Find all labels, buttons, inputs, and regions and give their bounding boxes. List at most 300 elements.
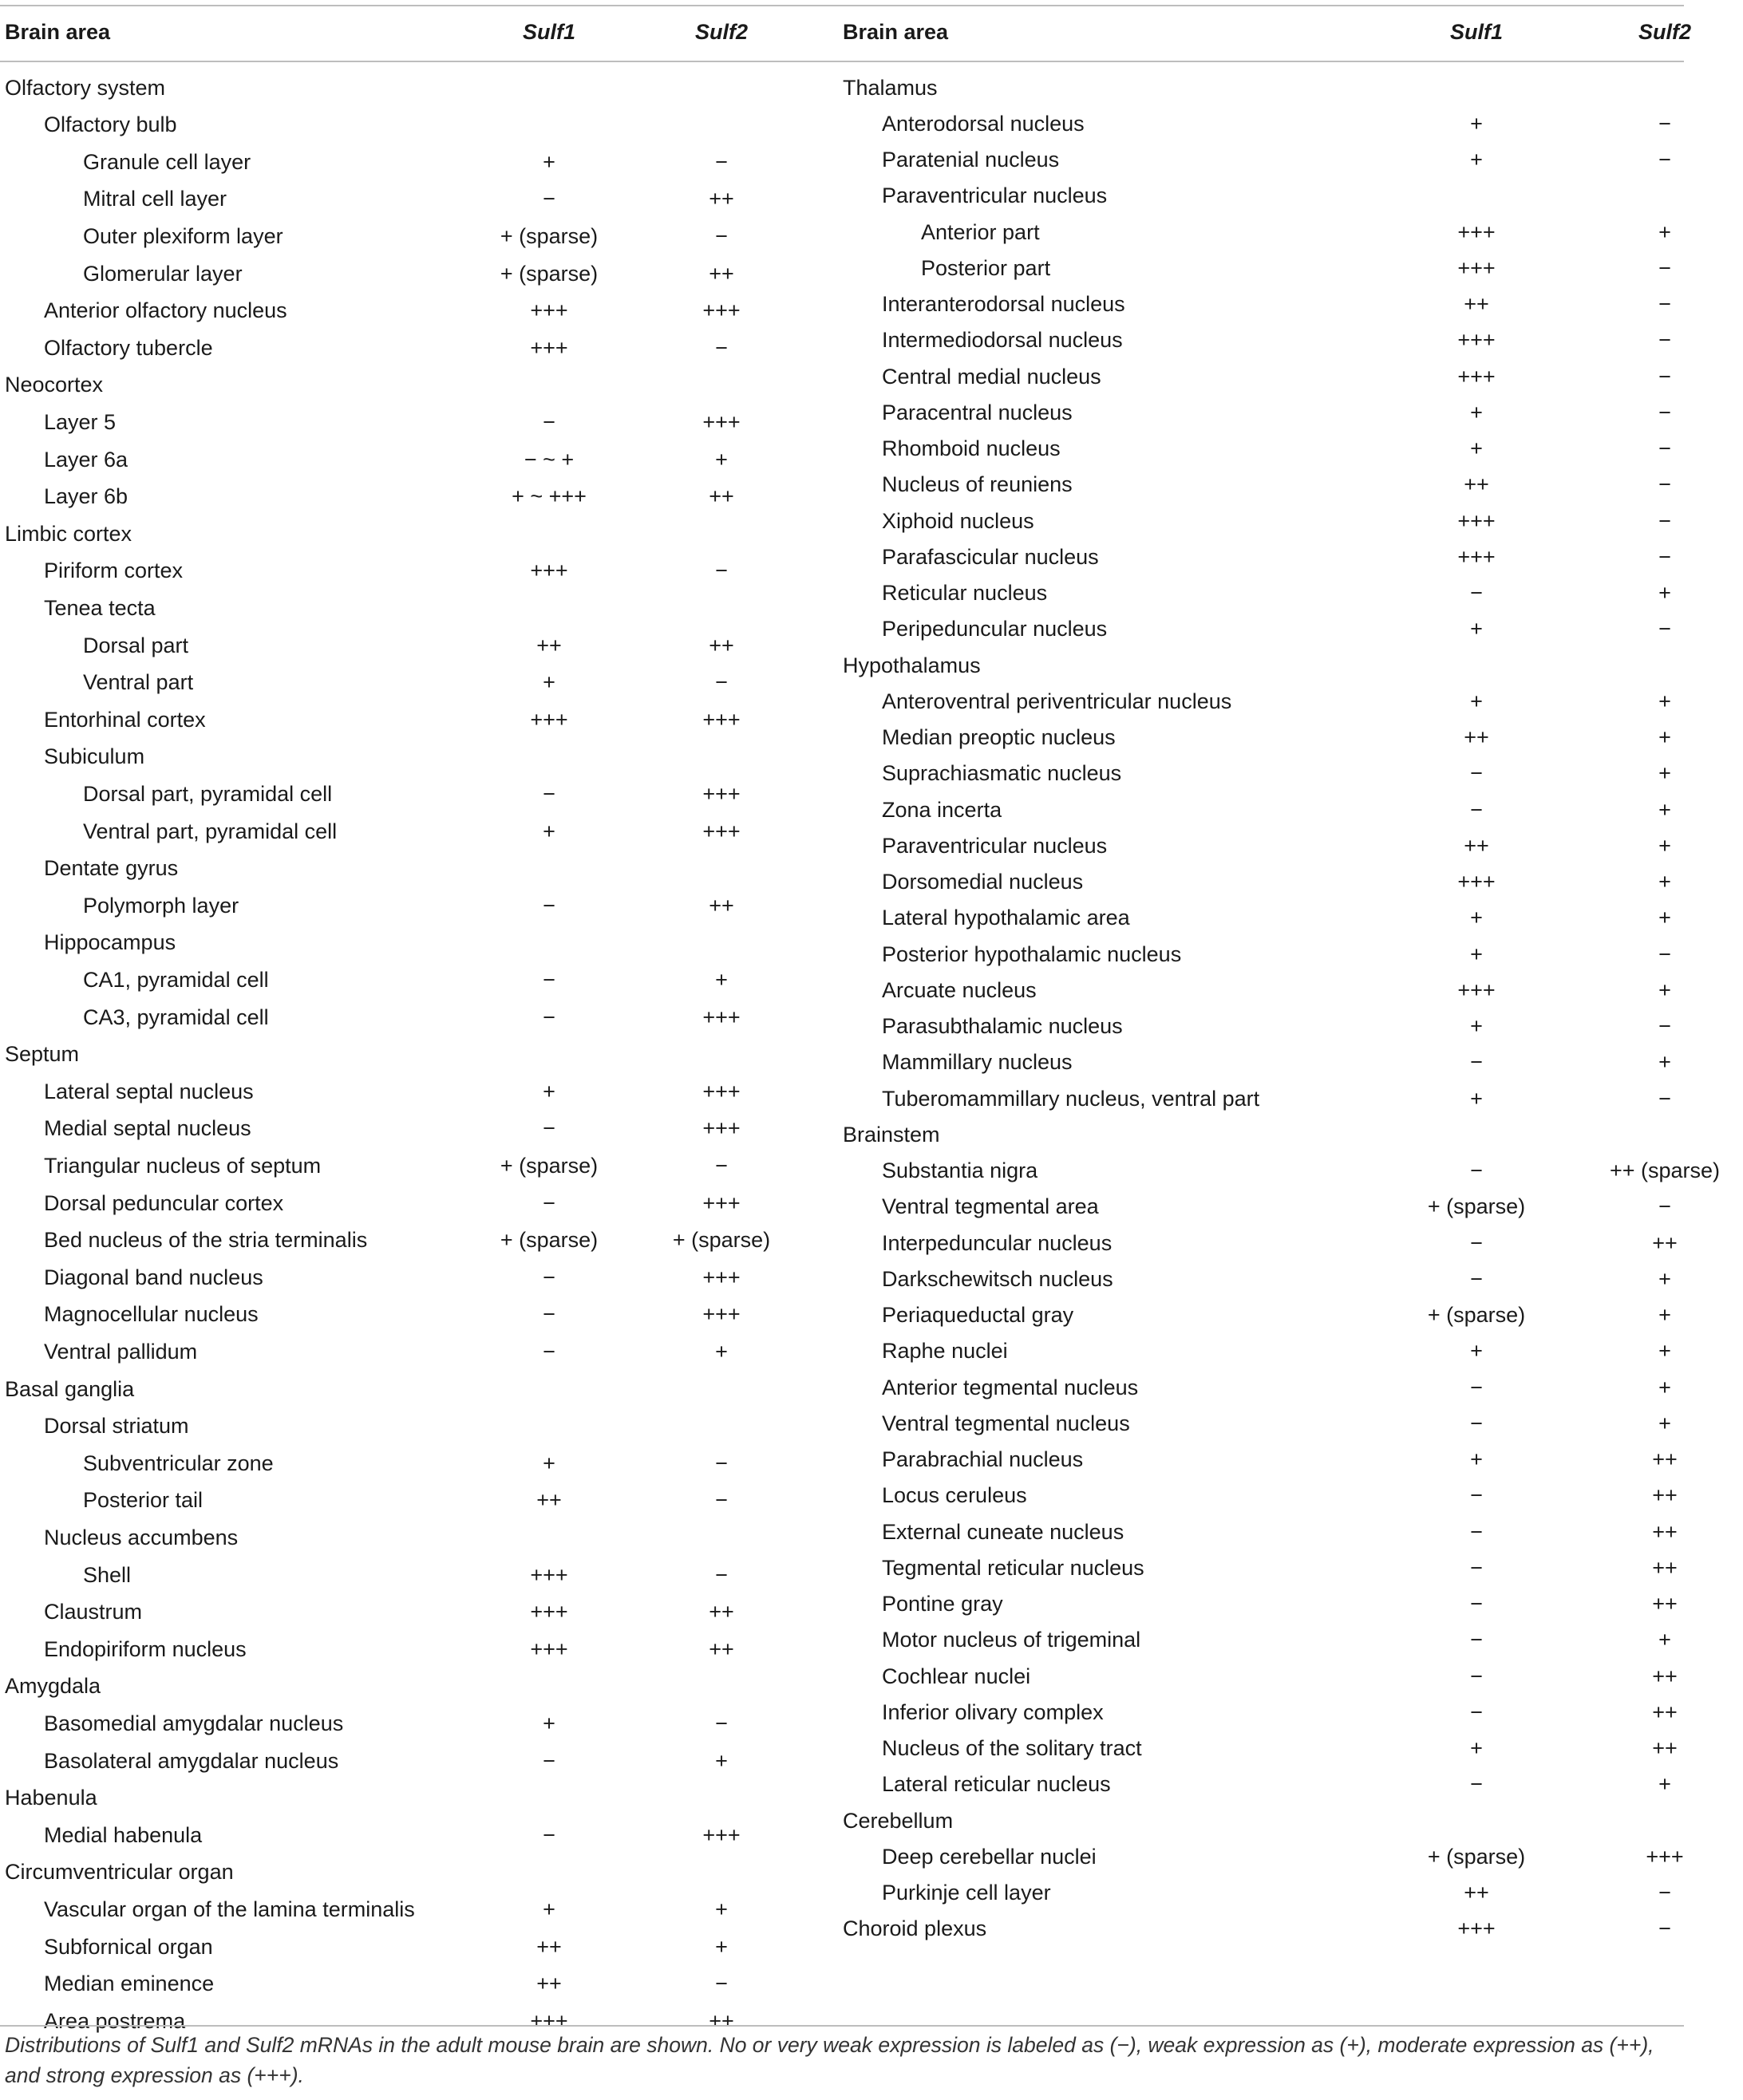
table-row	[838, 1731, 1684, 1766]
sulf1-cell: −	[1470, 1519, 1483, 1544]
brain-area-cell: Nucleus of the solitary tract	[882, 1736, 1142, 1760]
brain-area-cell: Subfornical organ	[44, 1934, 213, 1959]
sulf2-cell: +++	[702, 1116, 741, 1141]
sulf1-cell: + (sparse)	[500, 261, 599, 286]
sulf2-cell: ++	[709, 484, 734, 509]
sulf1-cell: + (sparse)	[1427, 1844, 1526, 1869]
table-row	[0, 1967, 838, 2002]
sulf2-cell: −	[1658, 1014, 1671, 1038]
table-row	[0, 1148, 838, 1183]
sulf2-cell: +	[1658, 1050, 1671, 1075]
brain-area-cell: Brainstem	[843, 1122, 940, 1147]
header-rule	[0, 61, 1684, 62]
table-row	[838, 359, 1684, 394]
table-row	[838, 1261, 1684, 1297]
table-row	[0, 405, 838, 440]
sulf1-cell: +++	[530, 707, 568, 732]
brain-area-cell: Piriform cortex	[44, 559, 184, 583]
sulf1-cell: −	[1470, 1266, 1483, 1291]
table-row	[0, 219, 838, 254]
sulf1-cell: +++	[1457, 364, 1496, 389]
brain-area-cell: Basal ganglia	[5, 1376, 135, 1401]
brain-area-cell: Pontine gray	[882, 1592, 1003, 1616]
brain-area-cell: Claustrum	[44, 1600, 143, 1624]
sulf1-cell: −	[543, 1005, 555, 1029]
sulf2-cell: −	[715, 223, 728, 248]
sulf2-cell: +	[715, 447, 728, 472]
table-row	[838, 179, 1684, 214]
sulf1-cell: −	[1470, 1555, 1483, 1580]
header-sulf2: Sulf2	[1638, 19, 1691, 44]
table-row	[0, 740, 838, 775]
table-row	[0, 144, 838, 180]
brain-area-cell: CA3, pyramidal cell	[83, 1005, 269, 1029]
sulf2-cell: −	[1658, 292, 1671, 316]
sulf1-cell: +	[1470, 148, 1483, 172]
table-row	[0, 1186, 838, 1221]
sulf2-cell: −	[1658, 111, 1671, 136]
table-row	[0, 442, 838, 477]
sulf2-cell: +	[1658, 977, 1671, 1002]
sulf2-cell: +	[1658, 689, 1671, 713]
sulf2-cell: +++	[702, 781, 741, 806]
sulf1-cell: +++	[530, 298, 568, 323]
table-row	[838, 1803, 1684, 1838]
table-row	[0, 1520, 838, 1555]
brain-area-cell: Lateral septal nucleus	[44, 1079, 254, 1103]
table-row	[0, 1818, 838, 1853]
sulf1-cell: +++	[530, 1636, 568, 1661]
sulf2-cell: −	[1658, 436, 1671, 460]
table-row	[0, 554, 838, 589]
sulf1-cell: +	[543, 1897, 555, 1921]
sulf2-cell: +	[1658, 870, 1671, 894]
brain-area-cell: Outer plexiform layer	[83, 223, 283, 248]
brain-area-cell: Diagonal band nucleus	[44, 1265, 263, 1289]
sulf2-cell: ++	[1652, 1736, 1678, 1760]
table-row	[0, 1669, 838, 1704]
sulf2-cell: +++	[702, 1265, 741, 1289]
table-row	[0, 1223, 838, 1258]
brain-area-cell: Substantia nigra	[882, 1159, 1038, 1182]
sulf2-cell: −	[715, 1153, 728, 1178]
brain-area-cell: Xiphoid nucleus	[882, 508, 1034, 533]
sulf1-cell: −	[1470, 1664, 1483, 1688]
sulf1-cell: +++	[1457, 870, 1496, 894]
sulf1-cell: +	[543, 1711, 555, 1735]
brain-area-cell: Tenea tecta	[44, 595, 156, 620]
header-row-left	[0, 14, 838, 49]
brain-area-cell: Reticular nucleus	[882, 581, 1048, 605]
sulf1-cell: +++	[530, 335, 568, 360]
sulf2-cell: +	[1658, 906, 1671, 930]
brain-area-cell: Endopiriform nucleus	[44, 1636, 247, 1661]
sulf1-cell: −	[1470, 1628, 1483, 1652]
table-row	[838, 1009, 1684, 1044]
brain-area-cell: Hypothalamus	[843, 653, 981, 677]
table-row	[0, 628, 838, 663]
sulf2-cell: −	[715, 1711, 728, 1735]
table-row	[838, 215, 1684, 250]
sulf1-cell: +	[1470, 111, 1483, 136]
brain-area-cell: Medial septal nucleus	[44, 1116, 251, 1141]
sulf1-cell: −	[1470, 761, 1483, 786]
brain-area-cell: Periaqueductal gray	[882, 1303, 1074, 1327]
sulf1-cell: +++	[530, 2008, 568, 2033]
sulf2-cell: −	[1658, 544, 1671, 569]
sulf1-cell: −	[1470, 1699, 1483, 1724]
table-caption: Distributions of Sulf1 and Sulf2 mRNAs in the adult mouse brain are shown. No or very weak expression is labeled as (−), weak expression as (+), moderate expression as (++), and strong expression as (+++).	[5, 2033, 1654, 2087]
table-row	[0, 1260, 838, 1295]
header-sulf1: Sulf1	[522, 19, 575, 44]
sulf1-cell: ++	[1464, 833, 1489, 858]
brain-area-cell: Bed nucleus of the stria terminalis	[44, 1228, 368, 1253]
brain-area-cell: Posterior tail	[83, 1488, 204, 1513]
sulf2-cell: ++ (sparse)	[1609, 1159, 1721, 1182]
brain-area-cell: Interanterodorsal nucleus	[882, 292, 1125, 316]
sulf1-cell: +++	[530, 1562, 568, 1587]
sulf1-cell: −	[543, 1748, 555, 1773]
sulf2-cell: +++	[702, 1822, 741, 1847]
table-row	[838, 251, 1684, 286]
table-row	[838, 1550, 1684, 1585]
table-row	[838, 468, 1684, 503]
sulf1-cell: +	[1470, 1014, 1483, 1038]
brain-area-cell: Suprachiasmatic nucleus	[882, 761, 1122, 786]
table-row	[0, 1111, 838, 1147]
sulf2-cell: ++	[709, 893, 734, 918]
table-row	[0, 1557, 838, 1593]
table-row	[0, 776, 838, 811]
sulf2-cell: −	[1658, 1881, 1671, 1905]
table-row	[0, 590, 838, 626]
table-row	[838, 1876, 1684, 1911]
table-row	[0, 962, 838, 997]
sulf1-cell: + (sparse)	[500, 223, 599, 248]
brain-area-cell: Thalamus	[843, 75, 938, 100]
sulf2-cell: −	[1658, 148, 1671, 172]
sulf2-cell: +	[715, 1748, 728, 1773]
table-row	[838, 684, 1684, 719]
bottom-rule	[0, 2025, 1684, 2027]
brain-area-cell: Central medial nucleus	[882, 364, 1101, 389]
brain-area-cell: Ventral part, pyramidal cell	[83, 819, 338, 843]
table-row	[0, 70, 838, 105]
table-row	[838, 1839, 1684, 1874]
table-row	[838, 1154, 1721, 1189]
sulf2-cell: +	[1658, 725, 1671, 749]
brain-area-cell: Shell	[83, 1562, 132, 1587]
brain-area-cell: Neocortex	[5, 373, 104, 397]
sulf2-cell: +	[1658, 1303, 1671, 1327]
sulf1-cell: +	[543, 1451, 555, 1475]
sulf1-cell: + (sparse)	[1427, 1194, 1526, 1219]
table-row	[838, 612, 1684, 647]
brain-area-cell: Magnocellular nucleus	[44, 1302, 259, 1327]
brain-area-cell: Basolateral amygdalar nucleus	[44, 1748, 339, 1773]
brain-area-cell: Anteroventral periventricular nucleus	[882, 689, 1232, 713]
table-row	[838, 648, 1684, 683]
sulf1-cell: −	[543, 409, 555, 434]
sulf1-cell: ++	[1464, 472, 1489, 497]
header-sulf2: Sulf2	[694, 19, 748, 44]
sulf2-cell: ++	[709, 261, 734, 286]
brain-area-cell: Nucleus accumbens	[44, 1525, 239, 1549]
sulf1-cell: +	[1470, 941, 1483, 966]
sulf1-cell: +++	[530, 1600, 568, 1624]
sulf1-cell: −	[1470, 1050, 1483, 1075]
brain-area-cell: Purkinje cell layer	[882, 1881, 1051, 1905]
sulf2-cell: ++	[709, 2008, 734, 2033]
sulf2-cell: +	[1658, 1772, 1671, 1797]
sulf2-cell: +	[1658, 1628, 1671, 1652]
brain-area-cell: Limbic cortex	[5, 521, 132, 546]
sulf2-cell: +++	[702, 819, 741, 843]
sulf2-cell: ++	[1652, 1555, 1678, 1580]
sulf2-cell: −	[715, 1972, 728, 1996]
sulf2-cell: +++	[702, 298, 741, 323]
brain-area-cell: Circumventricular organ	[5, 1860, 234, 1885]
table-row	[0, 480, 838, 515]
brain-area-cell: Dorsal part	[83, 633, 189, 657]
sulf1-cell: −	[543, 967, 555, 992]
table-row	[838, 395, 1684, 430]
sulf1-cell: + (sparse)	[500, 1153, 599, 1178]
table-row	[0, 1781, 838, 1816]
brain-area-cell: Dorsal peduncular cortex	[44, 1190, 284, 1215]
header-brain-area: Brain area	[5, 19, 111, 44]
table-row	[838, 1081, 1684, 1116]
sulf2-cell: +	[1658, 833, 1671, 858]
sulf2-cell: +++	[702, 1079, 741, 1103]
table-row	[0, 926, 838, 961]
sulf1-cell: +++	[1457, 544, 1496, 569]
sulf2-cell: +	[1658, 761, 1671, 786]
sulf2-cell: −	[715, 670, 728, 695]
sulf1-cell: +++	[1457, 977, 1496, 1002]
brain-area-cell: Anterodorsal nucleus	[882, 111, 1085, 136]
sulf1-cell: −	[1470, 1592, 1483, 1616]
brain-area-cell: Tegmental reticular nucleus	[882, 1555, 1144, 1580]
brain-area-cell: Mammillary nucleus	[882, 1050, 1073, 1075]
sulf2-cell: ++	[709, 633, 734, 657]
brain-area-cell: CA1, pyramidal cell	[83, 967, 269, 992]
sulf1-cell: −	[543, 1190, 555, 1215]
brain-area-cell: Layer 5	[44, 409, 117, 434]
sulf2-cell: +	[1658, 1411, 1671, 1435]
sulf2-cell: +	[1658, 1266, 1671, 1291]
brain-area-cell: Olfactory system	[5, 75, 166, 100]
brain-area-cell: Lateral hypothalamic area	[882, 906, 1130, 930]
table-row	[0, 1446, 838, 1481]
sulf2-cell: −	[715, 1451, 728, 1475]
sulf1-cell: −	[1470, 797, 1483, 822]
sulf2-cell: −	[715, 1488, 728, 1513]
brain-area-cell: Hippocampus	[44, 930, 176, 955]
table-row	[838, 720, 1684, 756]
sulf1-cell: −	[543, 1116, 555, 1141]
sulf1-cell: −	[543, 1339, 555, 1364]
sulf1-cell: +++	[1457, 255, 1496, 280]
table-row	[838, 937, 1684, 972]
table-row	[0, 1929, 838, 1964]
brain-area-cell: Ventral tegmental area	[882, 1194, 1099, 1219]
sulf2-cell: ++	[1652, 1230, 1678, 1255]
sulf2-cell: −	[1658, 1916, 1671, 1941]
sulf2-cell: +	[715, 1897, 728, 1921]
sulf1-cell: −	[1470, 1159, 1483, 1182]
brain-area-cell: Subiculum	[44, 744, 145, 769]
table-row	[838, 865, 1684, 900]
sulf1-cell: −	[543, 781, 555, 806]
sulf2-cell: ++	[1652, 1483, 1678, 1508]
sulf1-cell: −	[543, 1302, 555, 1327]
top-rule	[0, 5, 1684, 6]
sulf2-cell: −	[715, 335, 728, 360]
table-row	[838, 1190, 1684, 1225]
sulf2-cell: −	[1658, 617, 1671, 641]
table-row	[0, 516, 838, 551]
table-row	[838, 1478, 1684, 1514]
sulf1-cell: −	[1470, 1411, 1483, 1435]
brain-area-cell: Raphe nuclei	[882, 1339, 1008, 1364]
sulf1-cell: + (sparse)	[500, 1228, 599, 1253]
brain-area-cell: Layer 6b	[44, 484, 128, 509]
brain-area-cell: Granule cell layer	[83, 149, 251, 174]
brain-area-cell: Anterior part	[921, 219, 1040, 244]
brain-area-cell: Ventral tegmental nucleus	[882, 1411, 1130, 1435]
brain-area-cell: Dorsomedial nucleus	[882, 870, 1084, 894]
table-row	[0, 294, 838, 329]
brain-area-cell: Triangular nucleus of septum	[44, 1153, 322, 1178]
sulf1-cell: +++	[530, 559, 568, 583]
sulf2-cell: ++	[709, 1600, 734, 1624]
brain-area-cell: Polymorph layer	[83, 893, 239, 918]
sulf2-cell: +++	[702, 1005, 741, 1029]
brain-area-cell: Basomedial amygdalar nucleus	[44, 1711, 344, 1735]
table-row	[838, 539, 1684, 574]
brain-area-cell: Medial habenula	[44, 1822, 203, 1847]
sulf1-cell: +	[1470, 906, 1483, 930]
sulf1-cell: −	[543, 1822, 555, 1847]
sulf1-cell: + (sparse)	[1427, 1303, 1526, 1327]
sulf2-cell: −	[1658, 400, 1671, 424]
sulf1-cell: +	[543, 1079, 555, 1103]
brain-area-cell: Inferior olivary complex	[882, 1699, 1104, 1724]
sulf1-cell: ++	[536, 1488, 562, 1513]
brain-area-cell: Zona incerta	[882, 797, 1002, 822]
sulf1-cell: +	[1470, 400, 1483, 424]
table-row	[838, 576, 1684, 611]
table-row	[838, 1514, 1684, 1549]
sulf1-cell: ++	[536, 1934, 562, 1959]
sulf2-cell: −	[1658, 1086, 1671, 1111]
sulf2-cell: +++	[1646, 1844, 1684, 1869]
table-row	[838, 1334, 1684, 1369]
table-row	[0, 330, 838, 365]
sulf1-cell: +++	[1457, 219, 1496, 244]
table-row	[838, 106, 1684, 141]
sulf2-cell: −	[715, 149, 728, 174]
sulf2-cell: +	[1658, 1339, 1671, 1364]
table-row	[0, 1892, 838, 1927]
sulf1-cell: −	[1470, 1230, 1483, 1255]
brain-area-cell: Area postrema	[44, 2008, 186, 2033]
brain-area-cell: Layer 6a	[44, 447, 128, 472]
brain-area-cell: Parabrachial nucleus	[882, 1447, 1084, 1471]
brain-area-cell: Dentate gyrus	[44, 856, 179, 881]
brain-area-cell: Olfactory tubercle	[44, 335, 213, 360]
sulf1-cell: ++	[1464, 725, 1489, 749]
sulf2-cell: ++	[1652, 1664, 1678, 1688]
sulf1-cell: +	[543, 149, 555, 174]
table-row	[838, 973, 1684, 1008]
sulf2-cell: −	[715, 559, 728, 583]
sulf2-cell: −	[1658, 941, 1671, 966]
table-row	[0, 1297, 838, 1332]
sulf2-cell: +	[715, 1934, 728, 1959]
sulf2-cell: +	[715, 967, 728, 992]
brain-area-cell: Interpeduncular nucleus	[882, 1230, 1113, 1255]
sulf2-cell: + (sparse)	[672, 1228, 771, 1253]
sulf1-cell: ++	[536, 1972, 562, 1996]
sulf2-cell: +++	[702, 409, 741, 434]
sulf2-cell: −	[1658, 472, 1671, 497]
table-row	[0, 1409, 838, 1444]
table-row	[838, 323, 1684, 358]
table-row	[0, 1372, 838, 1407]
brain-area-cell: Entorhinal cortex	[44, 707, 206, 732]
brain-area-cell: Posterior hypothalamic nucleus	[882, 941, 1182, 966]
table-row	[0, 108, 838, 143]
sulf1-cell: +	[1470, 436, 1483, 460]
table-row	[0, 1855, 838, 1890]
table-row	[0, 182, 838, 217]
table-row	[0, 1706, 838, 1741]
sulf1-cell: +++	[1457, 1916, 1496, 1941]
sulf2-cell: +	[715, 1339, 728, 1364]
sulf1-cell: +	[1470, 1339, 1483, 1364]
header-brain-area: Brain area	[843, 19, 949, 44]
sulf1-cell: −	[1470, 1375, 1483, 1399]
brain-area-cell: Ventral part	[83, 670, 194, 695]
brain-area-cell: Paratenial nucleus	[882, 148, 1060, 172]
brain-area-cell: External cuneate nucleus	[882, 1519, 1124, 1544]
table-row	[0, 814, 838, 849]
sulf2-cell: −	[1658, 1194, 1671, 1219]
table-row	[0, 888, 838, 923]
sulf1-cell: −	[543, 187, 555, 211]
sulf1-cell: +++	[1457, 328, 1496, 353]
table-row	[838, 1659, 1684, 1694]
brain-area-cell: Cochlear nuclei	[882, 1664, 1031, 1688]
sulf1-cell: −	[543, 1265, 555, 1289]
table-row	[838, 1226, 1684, 1261]
brain-area-cell: Paraventricular nucleus	[882, 184, 1108, 208]
brain-area-cell: Vascular organ of the lamina terminalis	[44, 1897, 415, 1921]
sulf1-cell: −	[1470, 1483, 1483, 1508]
sulf2-cell: −	[1658, 364, 1671, 389]
sulf1-cell: −	[1470, 581, 1483, 605]
brain-area-cell: Motor nucleus of trigeminal	[882, 1628, 1141, 1652]
sulf2-cell: −	[1658, 508, 1671, 533]
table-row	[0, 851, 838, 886]
sulf1-cell: +	[1470, 1086, 1483, 1111]
sulf2-cell: +	[1658, 1375, 1671, 1399]
brain-area-cell: Cerebellum	[843, 1808, 954, 1833]
table-row	[838, 828, 1684, 863]
table-row	[838, 1298, 1684, 1333]
